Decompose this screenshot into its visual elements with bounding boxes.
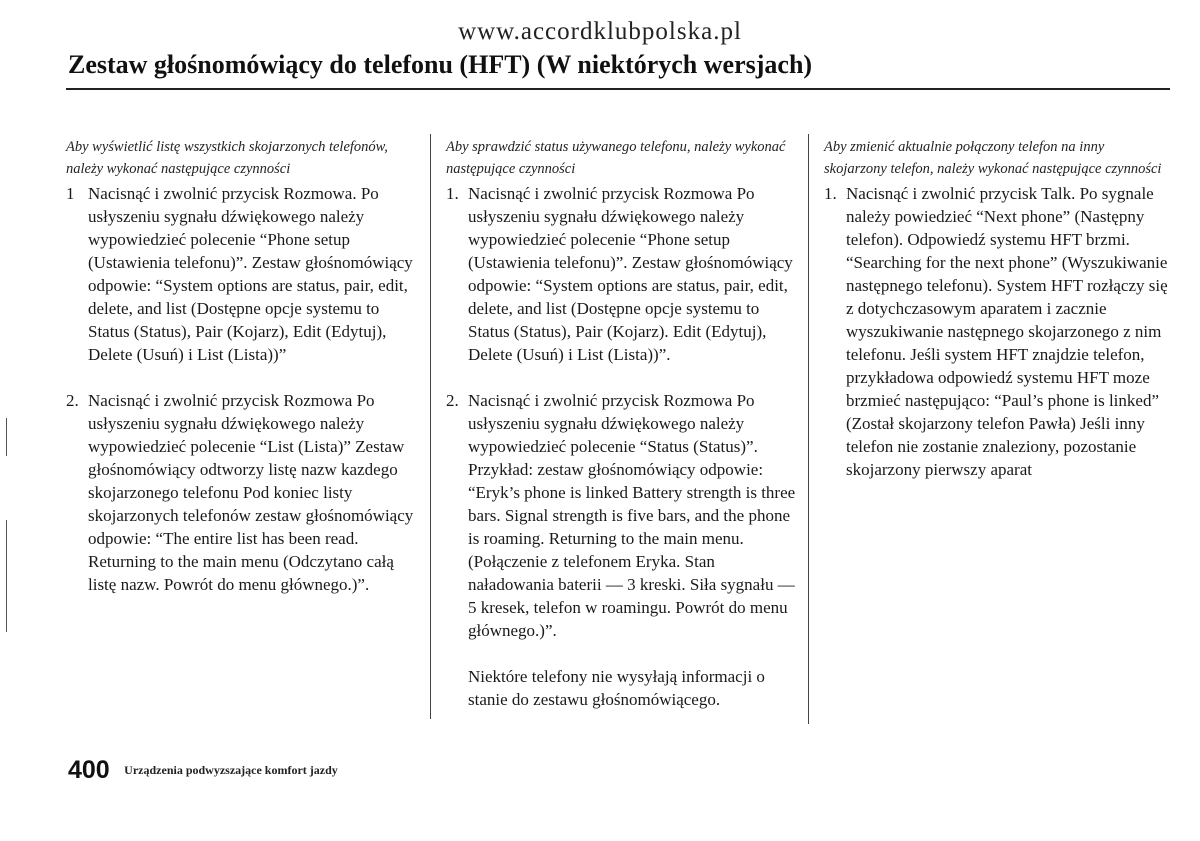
step-number: 2. — [446, 391, 459, 410]
site-url: www.accordklubpolska.pl — [458, 18, 742, 45]
column-phone-status — [446, 136, 796, 711]
step-item — [446, 182, 796, 366]
margin-mark — [6, 520, 7, 632]
step-item — [66, 182, 418, 366]
column-intro: Aby wyświetlić listę wszystkich skojarzonych telefonów, należy wykonać następujące czynności — [66, 139, 388, 177]
margin-mark — [6, 418, 7, 456]
step-text: Nacisnąć i zwolnić przycisk Talk. Po sygnale należy powiedzieć “Next phone” (Następny telefon). Odpowiedź systemu HFT brzmi. “Searching for the next phone” (Wyszukiwanie następnego telefonu). System HFT rozłączy się z dotychczasowym aparatem i zacznie wyszukiwanie następnego skojarzonego z nim telefonu. Jeśli system HFT znajdzie telefon, przykładowa odpowiedź systemu HFT moze brzmieć następująco: “Paul’s phone is linked” (Został skojarzony telefon Pawła) Jeśli inny telefon nie zostanie znaleziony, pozostanie skojarzony pierwszy aparat — [846, 184, 1168, 479]
section-name: Urządzenia podwyzszające komfort jazdy — [124, 763, 338, 777]
column-list-phones — [66, 136, 418, 596]
page-number: 400 — [68, 756, 110, 784]
step-number: 1. — [446, 184, 459, 203]
page-title: Zestaw głośnomówiący do telefonu (HFT) (W niektórych wersjach) — [68, 50, 813, 79]
step-text: Nacisnąć i zwolnić przycisk Rozmowa Po usłyszeniu sygnału dźwiękowego należy wypowiedzieć polecenie “Phone setup (Ustawienia telefonu)”. Zestaw głośnomówiący odpowie: “System options are status, pair, edit, delete, and list (Dostępne opcje systemu to Status (Status), Pair (Kojarz). Edit (Edytuj), Delete (Usuń) i List (Lista))”. — [468, 184, 793, 364]
column-intro: Aby zmienić aktualnie połączony telefon na inny skojarzony telefon, należy wykonać następujące czynności — [824, 139, 1162, 177]
step-number: 1. — [824, 184, 837, 203]
step-number: 2. — [66, 391, 79, 410]
step-text: Nacisnąć i zwolnić przycisk Rozmowa Po usłyszeniu sygnału dźwiękowego należy wypowiedzieć polecenie “List (Lista)” Zestaw głośnomówiący odtworzy listę nazw kazdego skojarzonego telefonu Pod koniec listy skojarzonych telefonów zestaw głośnomówiący odpowie: “The entire list has been read. Returning to the main menu (Odczytano całą listę nazw. Powrót do menu głównego.)”. — [88, 391, 414, 594]
title-rule — [66, 88, 1170, 90]
column-intro: Aby sprawdzić status używanego telefonu, należy wykonać następujące czynności — [446, 139, 786, 177]
step-text: Nacisnąć i zwolnić przycisk Rozmowa. Po usłyszeniu sygnału dźwiękowego należy wypowiedzieć polecenie “Phone setup (Ustawienia telefonu)”. Zestaw głośnomówiący odpowie: “System options are status, pair, edit, delete, and list (Dostępne opcje systemu to Status (Status), Pair (Kojarz), Edit (Edytuj), Delete (Usuń) i List (Lista))” — [88, 184, 413, 364]
column-divider — [808, 134, 809, 724]
status-note: Niektóre telefony nie wysyłają informacji o stanie do zestawu głośnomówiącego. — [468, 667, 765, 709]
step-item — [446, 389, 796, 642]
step-number: 1 — [66, 184, 75, 203]
column-change-phone — [824, 136, 1170, 481]
step-item — [824, 182, 1170, 481]
step-item — [66, 389, 418, 596]
step-text: Nacisnąć i zwolnić przycisk Rozmowa Po usłyszeniu sygnału dźwiękowego należy wypowiedzieć polecenie “Status (Status)”. Przykład: zestaw głośnomówiący odpowie: “Eryk’s phone is linked Battery strength is three bars. Signal strength is five bars, and the phone is roaming. Returning to the main menu. (Połączenie z telefonem Eryka. Stan naładowania baterii — 3 kreski. Siła sygnału — 5 kresek, telefon w roamingu. Powrót do menu głównego.)”. — [468, 391, 796, 640]
column-divider — [430, 134, 431, 719]
page-footer — [68, 756, 338, 785]
